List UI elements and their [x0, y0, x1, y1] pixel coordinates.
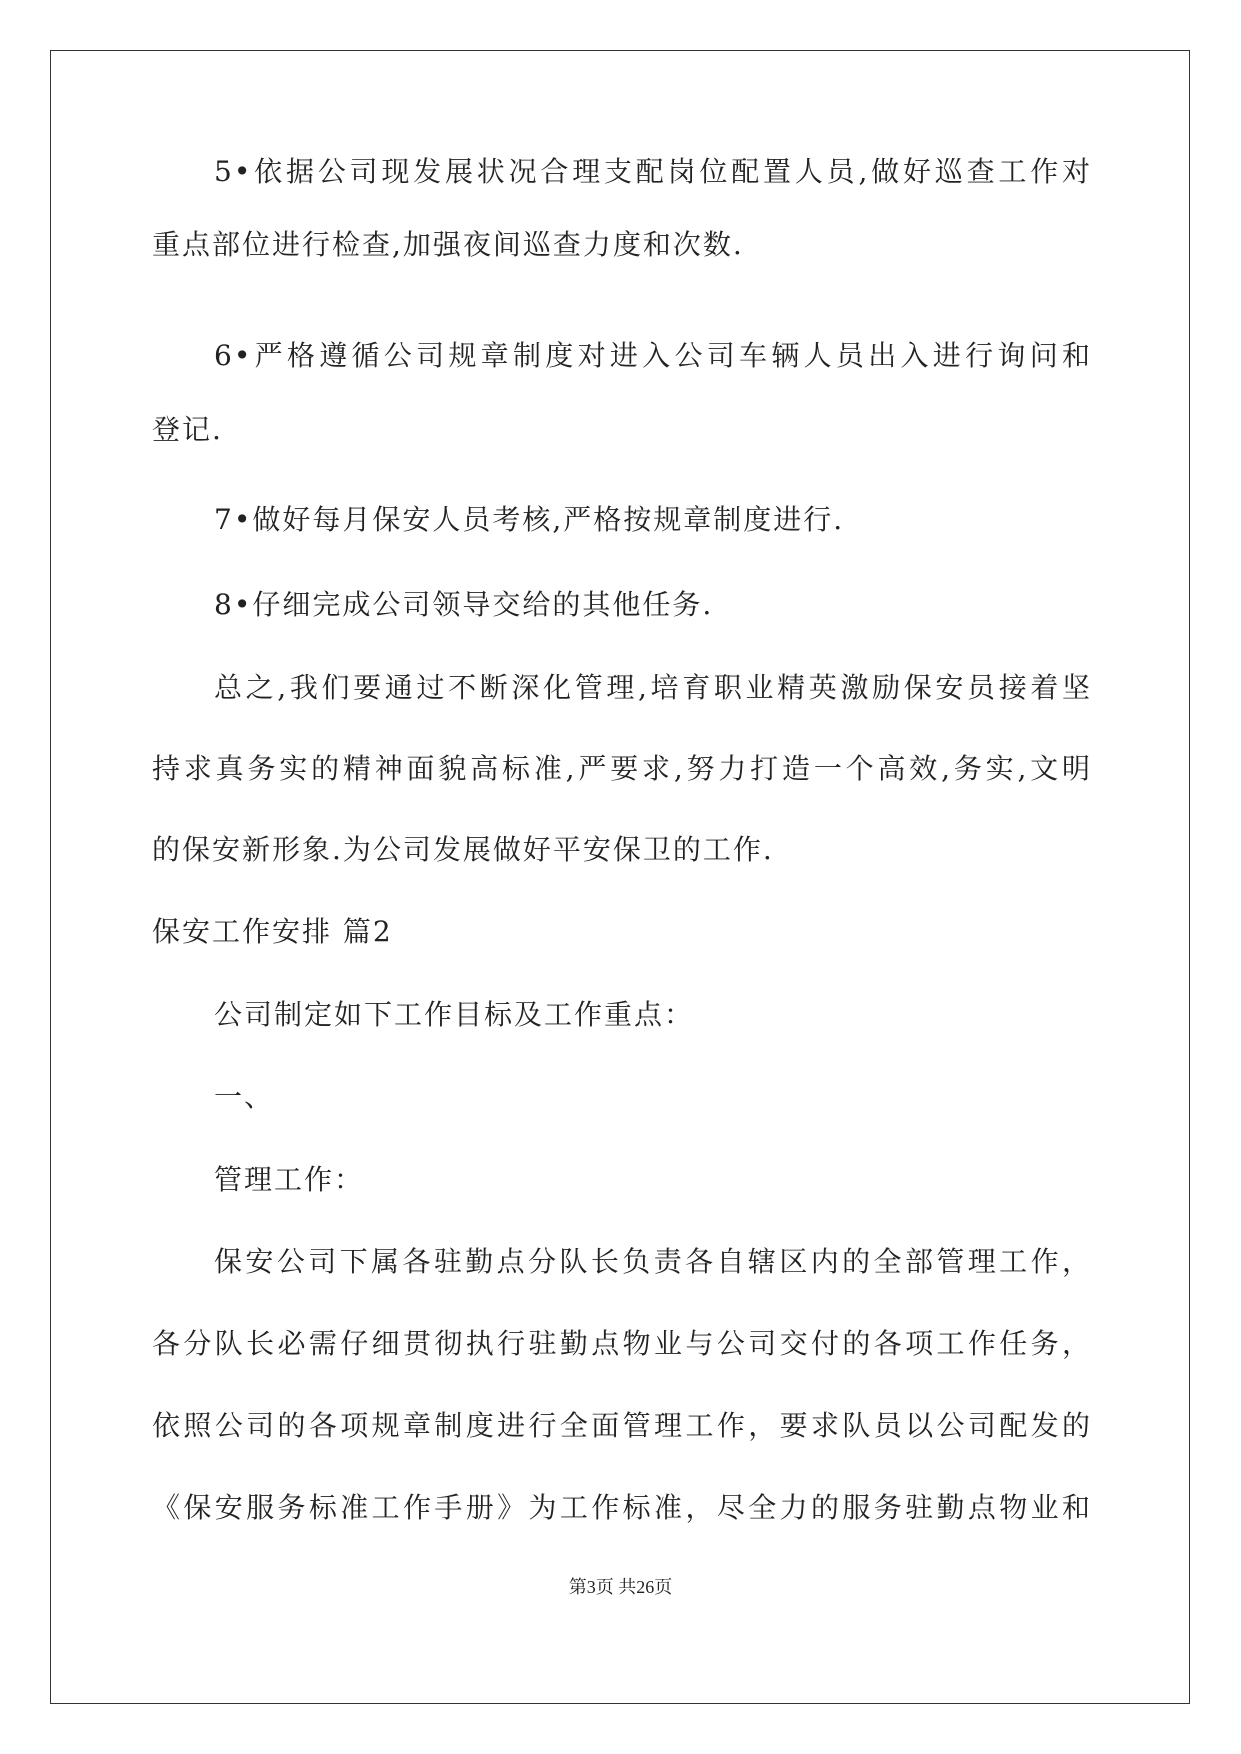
paragraph-line: 重点部位进行检查,加强夜间巡查力度和次数. — [152, 228, 744, 261]
list-marker: 一、 — [214, 1080, 275, 1113]
subsection-heading: 管理工作： — [214, 1163, 365, 1196]
paragraph-line: 登记. — [152, 413, 223, 446]
paragraph-line: 总之,我们要通过不断深化管理,培育职业精英激励保安员接着坚 — [214, 671, 1092, 704]
paragraph-line: 保安公司下属各驻勤点分队长负责各自辖区内的全部管理工作， — [214, 1245, 1092, 1278]
paragraph-line: 5•依据公司现发展状况合理支配岗位配置人员,做好巡查工作对 — [214, 155, 1092, 188]
paragraph-line: 的保安新形象.为公司发展做好平安保卫的工作. — [152, 833, 774, 866]
paragraph-line: 《保安服务标准工作手册》为工作标准，尽全力的服务驻勤点物业和 — [152, 1491, 1092, 1524]
paragraph-line: 持求真务实的精神面貌高标准,严要求,努力打造一个高效,务实,文明 — [152, 752, 1092, 785]
page-border — [50, 50, 1190, 1704]
paragraph-line: 6•严格遵循公司规章制度对进入公司车辆人员出入进行询问和 — [214, 339, 1092, 372]
paragraph-line: 依照公司的各项规章制度进行全面管理工作，要求队员以公司配发的 — [152, 1409, 1092, 1442]
paragraph-line: 7•做好每月保安人员考核,严格按规章制度进行. — [214, 503, 845, 536]
paragraph-line: 8•仔细完成公司领导交给的其他任务. — [214, 588, 714, 621]
paragraph-line: 各分队长必需仔细贯彻执行驻勤点物业与公司交付的各项工作任务， — [152, 1327, 1092, 1360]
page-number-footer: 第3页 共26页 — [568, 1577, 673, 1597]
section-heading: 保安工作安排 篇2 — [152, 915, 393, 948]
paragraph-line: 公司制定如下工作目标及工作重点： — [214, 998, 695, 1031]
